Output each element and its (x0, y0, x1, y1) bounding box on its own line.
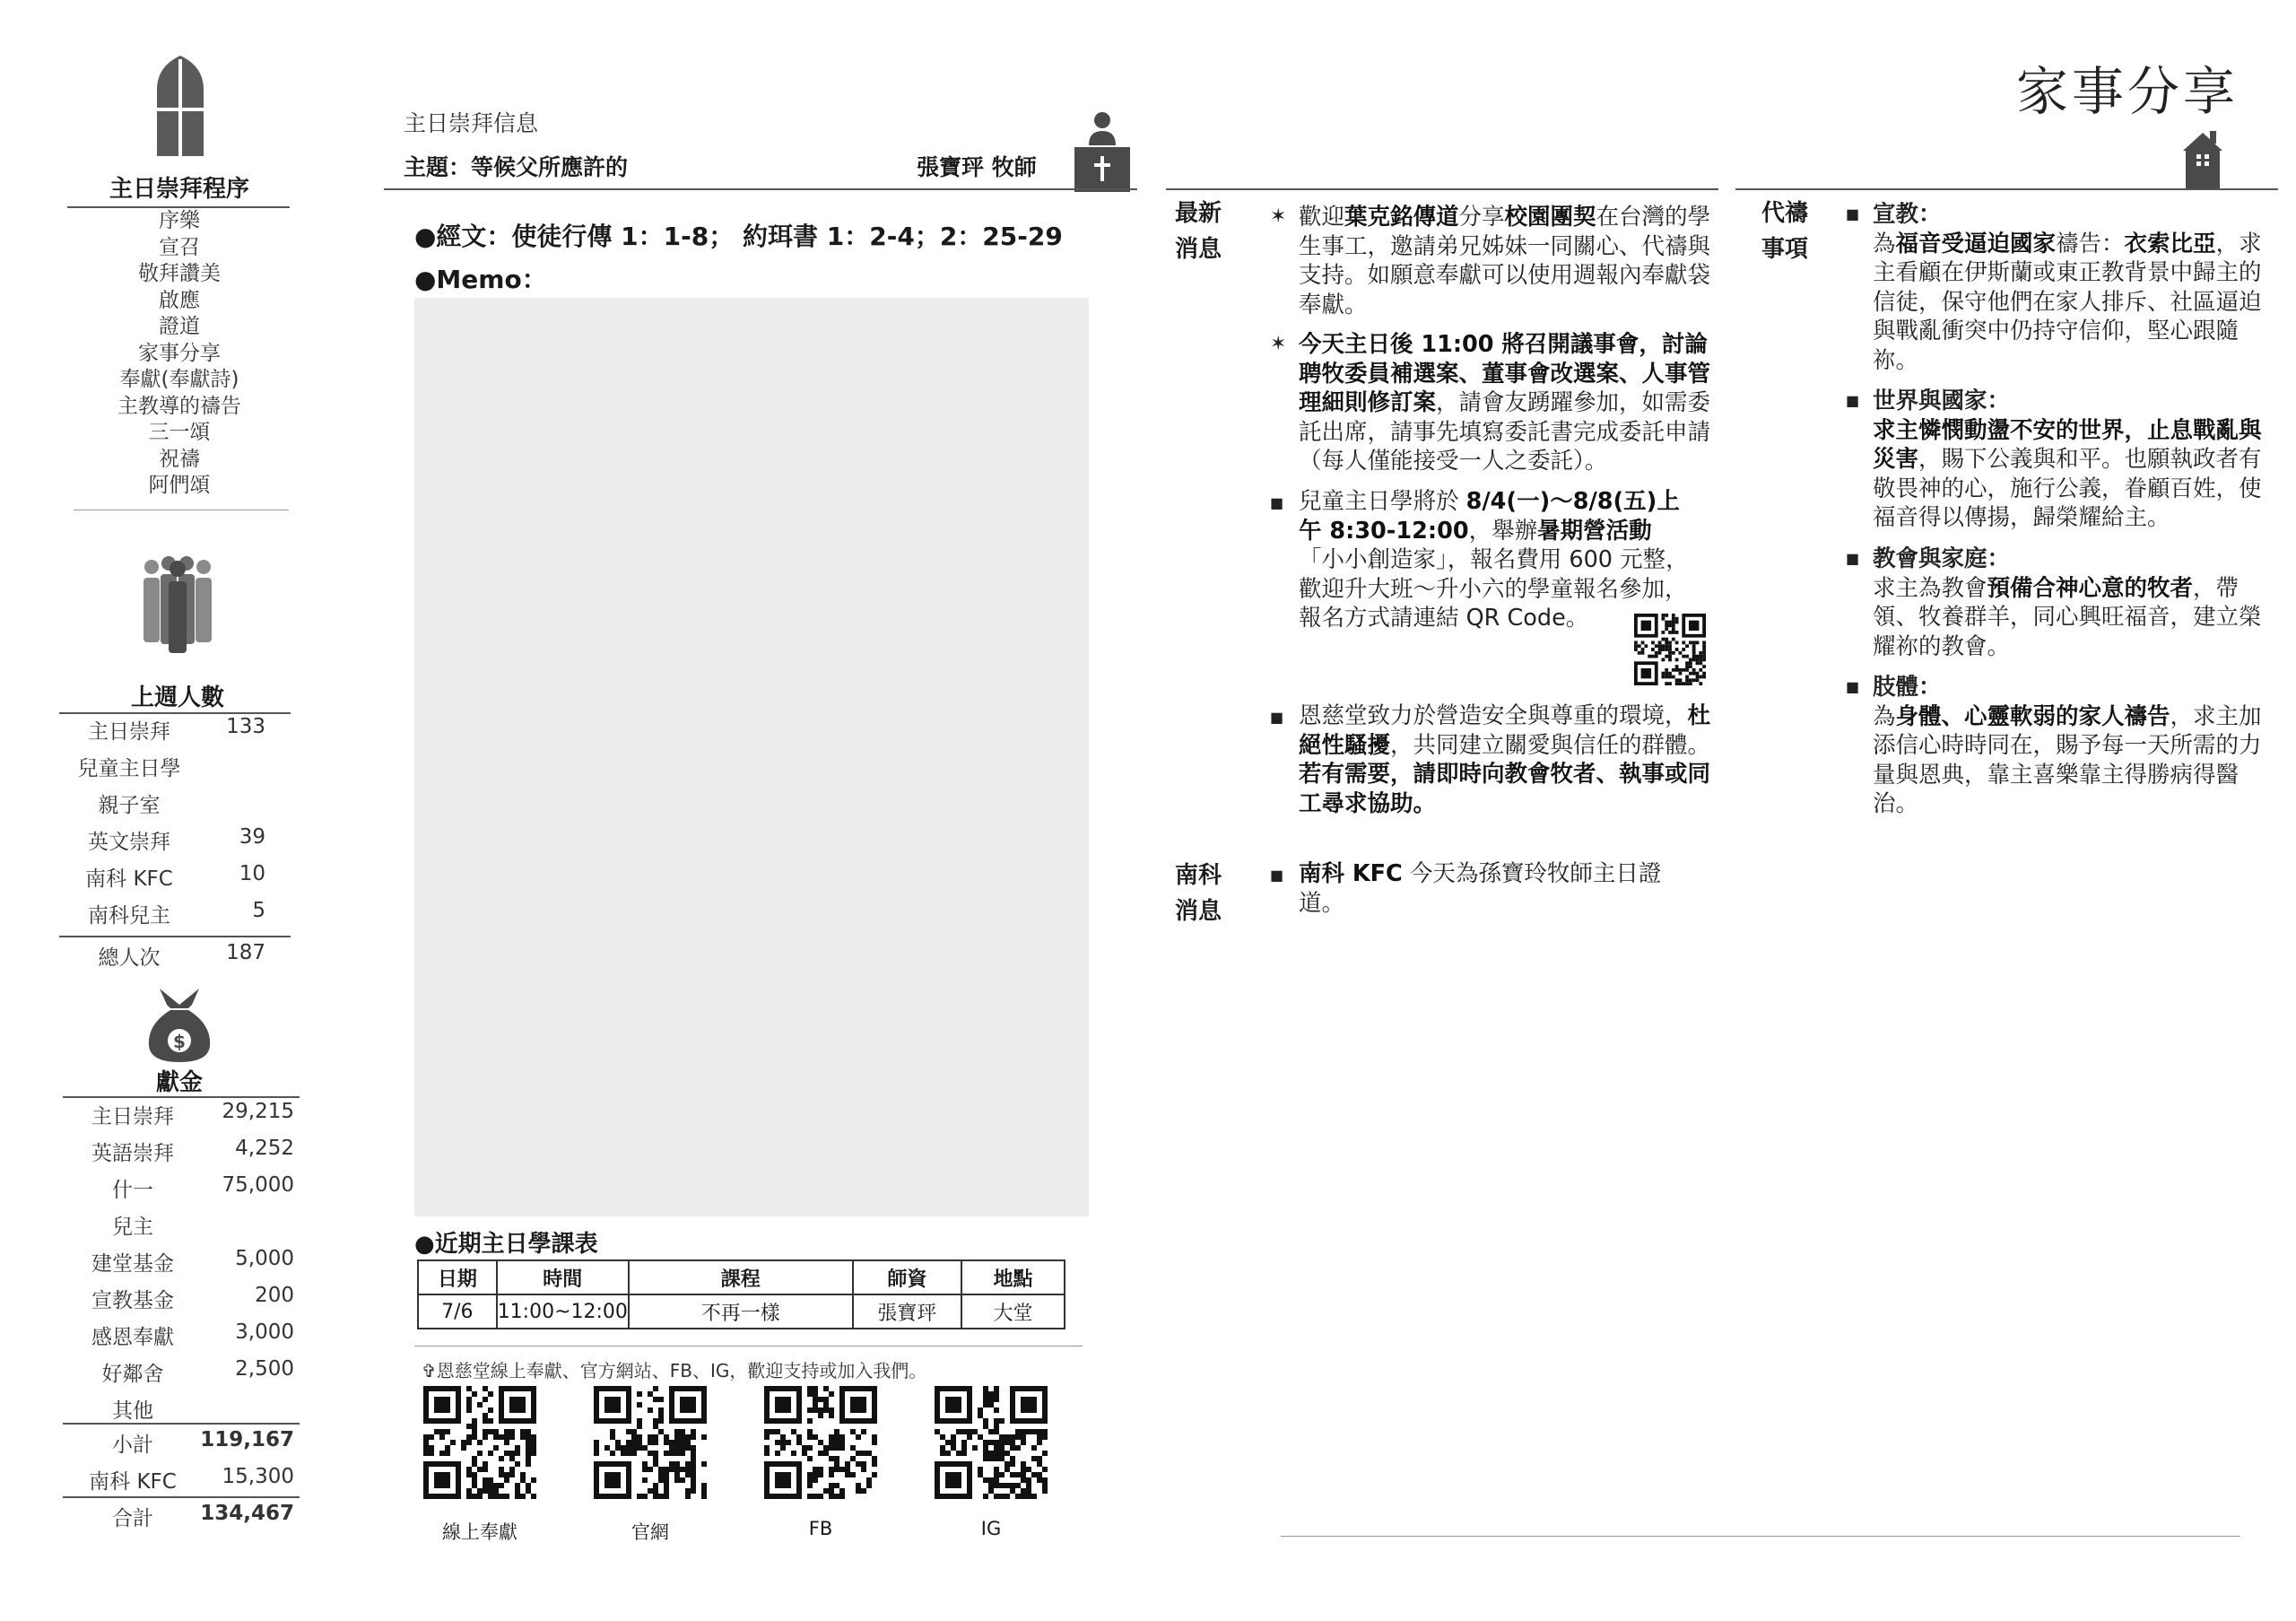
prayer-label-line: 事項 (1761, 236, 1809, 263)
schedule-header: 師資 (853, 1260, 962, 1294)
house-icon (2183, 129, 2222, 190)
sermon-header-label: 主日崇拜信息 (404, 110, 539, 136)
prayer-item-heading: 宣教： (1873, 201, 1942, 228)
offering-row (63, 1284, 300, 1320)
attendance-label: 親子室 (98, 794, 161, 817)
square-bullet-icon: ■ (1846, 550, 1860, 567)
offering-row (63, 1394, 300, 1425)
offering-value: 75,000 (222, 1173, 294, 1197)
prayer-item (1846, 200, 2267, 375)
square-bullet-icon: ■ (1270, 867, 1284, 884)
attendance-total-value: 187 (226, 941, 265, 964)
prayer-item (1846, 673, 2267, 819)
star-bullet-icon: ✶ (1270, 205, 1287, 228)
page-heading: 家事分享 (2016, 61, 2239, 122)
south-news-label (1175, 858, 1222, 929)
qr-code-icon[interactable] (1634, 614, 1706, 685)
offering-value: 2,500 (235, 1357, 294, 1381)
prayer-item-body: 求主為教會預備合神心意的牧者，帶領、牧養群羊，同心興旺福音，建立榮耀祢的教會。 (1873, 574, 2262, 660)
total-label: 合計 (112, 1507, 153, 1530)
attendance-row (59, 752, 291, 789)
order-item: 家事分享 (138, 341, 221, 365)
square-bullet-icon: ■ (1846, 392, 1860, 409)
prayer-item-heading: 肢體： (1873, 674, 1942, 701)
prayer-top-rule (1735, 188, 2278, 190)
church-window-icon (157, 56, 204, 156)
offering-total-row (63, 1502, 300, 1538)
offering-row (63, 1210, 300, 1247)
attendance-title: 上週人數 (130, 684, 224, 711)
order-title: 主日崇拜程序 (109, 176, 249, 203)
schedule-header-row (418, 1260, 1065, 1294)
star-bullet-icon: ✶ (1270, 333, 1287, 355)
order-item: 啟應 (159, 288, 200, 312)
qr-code-icon[interactable] (935, 1386, 1048, 1499)
schedule-cell: 11:00~12:00 (497, 1294, 629, 1329)
people-icon (142, 556, 213, 653)
pulpit-icon (1074, 109, 1130, 192)
order-item: 證道 (159, 315, 200, 338)
news-top-rule (1166, 188, 1718, 190)
offering-value: 3,000 (235, 1320, 294, 1344)
news-label-line: 最新 (1175, 200, 1222, 227)
bottom-right-rule (1281, 1536, 2240, 1537)
news-item: ■ 南科 KFC 今天為孫寶玲牧師主日證道。 (1270, 860, 1662, 917)
schedule-cell: 大堂 (961, 1294, 1065, 1329)
memo-label: ●Memo： (414, 265, 547, 294)
order-item: 敬拜讚美 (138, 262, 221, 285)
attendance-top-rule (59, 712, 291, 714)
attendance-label: 南科兒主 (88, 904, 170, 928)
attendance-row (59, 789, 291, 825)
qr-code-icon[interactable] (764, 1386, 877, 1499)
offering-label: 兒主 (112, 1216, 153, 1239)
offering-row (63, 1173, 300, 1210)
money-bag-icon (147, 987, 212, 1062)
attendance-row (59, 715, 291, 752)
offering-row (63, 1357, 300, 1394)
online-links-note: ✞恩慈堂線上奉獻、官方網站、FB、IG，歡迎支持或加入我們。 (422, 1360, 927, 1381)
attendance-label: 南科 KFC (85, 867, 173, 891)
scripture-reference: ●經文：使徒行傳 1：1-8； 約珥書 1：2-4；2：25-29 (414, 222, 1063, 251)
total-rule (63, 1496, 300, 1498)
sunday-school-schedule-title: ●近期主日學課表 (414, 1231, 598, 1258)
offering-value: 29,215 (222, 1100, 294, 1123)
order-item: 序樂 (159, 209, 200, 232)
kfc-label: 南科 KFC (89, 1470, 177, 1494)
offering-value: 5,000 (235, 1247, 294, 1270)
square-bullet-icon: ■ (1846, 205, 1860, 222)
sunday-school-schedule-table (417, 1259, 1065, 1329)
news-label (1175, 196, 1222, 267)
offering-label: 什一 (112, 1179, 153, 1202)
attendance-total-rule (59, 936, 291, 937)
prayer-label-line: 代禱 (1761, 200, 1809, 227)
square-bullet-icon: ■ (1270, 709, 1284, 726)
news-item: ■ 兒童主日學將於 8/4(一)～8/8(五)上午 8:30-12:00，舉辦暑期營活動「小小創造家」，報名費用 600 元整，歡迎升大班～升小六的學童報名參加，報名方式請連結 QR Code。 (1270, 488, 1689, 632)
attendance-label: 英文崇拜 (88, 831, 170, 854)
sermon-preacher: 張寶玶 牧師 (917, 154, 1037, 180)
order-item: 阿們頌 (148, 474, 211, 497)
prayer-item-heading: 教會與家庭： (1873, 545, 2011, 572)
attendance-label: 兒童主日學 (77, 757, 181, 780)
offering-label: 英語崇拜 (91, 1142, 174, 1165)
schedule-header: 課程 (629, 1260, 853, 1294)
attendance-value: 133 (226, 715, 265, 738)
news-item: ✶ 歡迎葉克銘傳道分享校園團契在台灣的學生事工，邀請弟兄姊妹一同關心、代禱與支持。如願意奉獻可以使用週報內奉獻袋奉獻。 (1270, 204, 1711, 318)
schedule-cell: 不再一樣 (629, 1294, 853, 1329)
schedule-header: 地點 (961, 1260, 1065, 1294)
attendance-row (59, 899, 291, 936)
news-label-line: 消息 (1175, 236, 1222, 263)
attendance-table (59, 715, 291, 936)
offering-label: 其他 (112, 1399, 153, 1423)
offering-table (63, 1100, 300, 1425)
offering-label: 好鄰舍 (101, 1363, 164, 1386)
qr-code-icon[interactable] (423, 1386, 536, 1499)
qr-code-icon[interactable] (594, 1386, 707, 1499)
south-news-label-line: 南科 (1175, 862, 1222, 889)
prayer-item-heading: 世界與國家： (1873, 388, 2011, 414)
attendance-row (59, 862, 291, 899)
prayer-item-body: 為福音受逼迫國家禱告：衣索比亞，求主看顧在伊斯蘭或東正教背景中歸主的信徒，保守他們在家人排斥、社區逼迫與戰亂衝突中仍持守信仰，堅心跟隨祢。 (1873, 230, 2262, 374)
prayer-item-body: 為身體、心靈軟弱的家人禱告，求主加添信心時時同在，賜予每一天所需的力量與恩典，靠主喜樂靠主得勝病得醫治。 (1873, 702, 2262, 817)
attendance-value: 5 (252, 899, 265, 922)
news-item: ■ 恩慈堂致力於營造安全與尊重的環境，杜絕性騷擾，共同建立關愛與信任的群體。若有需要，請即時向教會牧者、執事或同工尋求協助。 (1270, 702, 1711, 817)
offering-label: 主日崇拜 (91, 1105, 174, 1129)
order-item: 三一頌 (148, 421, 211, 444)
schedule-cell: 張寶玶 (853, 1294, 962, 1329)
qr-caption-offering: 線上奉獻 (442, 1521, 517, 1543)
square-bullet-icon: ■ (1270, 494, 1284, 511)
qr-caption-fb: FB (808, 1518, 833, 1539)
sermon-theme: 主題：等候父所應許的 (404, 154, 629, 180)
qr-caption-website: 官網 (631, 1521, 669, 1543)
offering-label: 感恩奉獻 (91, 1326, 174, 1349)
square-bullet-icon: ■ (1846, 678, 1860, 695)
offering-top-rule (63, 1096, 300, 1098)
offering-row (63, 1320, 300, 1357)
offering-subtotal-block (63, 1428, 300, 1502)
qr-caption-ig: IG (980, 1518, 1002, 1539)
attendance-row (59, 825, 291, 862)
memo-area[interactable] (414, 298, 1089, 1216)
subtotal-value: 119,167 (200, 1428, 294, 1451)
south-news-label-line: 消息 (1175, 898, 1222, 925)
schedule-header: 日期 (418, 1260, 497, 1294)
offering-row (63, 1100, 300, 1137)
prayer-item (1846, 545, 2267, 661)
table-row (418, 1294, 1065, 1329)
offering-value: 4,252 (235, 1137, 294, 1160)
order-item: 奉獻(奉獻詩) (119, 368, 239, 391)
offering-label: 宣教基金 (91, 1289, 174, 1312)
offering-row (63, 1137, 300, 1173)
sermon-header-rule (384, 188, 1137, 190)
offering-row (63, 1247, 300, 1284)
attendance-label: 主日崇拜 (88, 720, 170, 744)
order-item: 宣召 (159, 235, 200, 259)
offering-label: 建堂基金 (91, 1252, 174, 1276)
subtotal-rule (63, 1423, 300, 1425)
schedule-header: 時間 (497, 1260, 629, 1294)
attendance-value: 10 (239, 862, 265, 885)
prayer-item-body: 求主憐憫動盪不安的世界，止息戰亂與災害，賜下公義與和平。也願執政者有敬畏神的心，施行公義，眷顧百姓，使福音得以傳揚，歸榮耀給主。 (1873, 416, 2262, 531)
order-item: 主教導的禱告 (117, 394, 241, 418)
prayer-label (1761, 196, 1808, 267)
attendance-total-row (59, 941, 291, 978)
order-of-service-list (72, 208, 287, 500)
schedule-cell: 7/6 (418, 1294, 497, 1329)
order-item: 祝禱 (159, 447, 200, 471)
subtotal-label: 小計 (112, 1434, 153, 1457)
attendance-total-label: 總人次 (98, 946, 161, 970)
kfc-value: 15,300 (222, 1465, 294, 1488)
offering-value: 200 (255, 1284, 294, 1307)
money-symbol: $ (173, 1031, 186, 1052)
total-value: 134,467 (200, 1502, 294, 1525)
offering-title: 獻金 (155, 1069, 203, 1096)
prayer-item (1846, 387, 2267, 533)
attendance-value: 39 (239, 825, 265, 849)
news-item: ✶ 今天主日後 11:00 將召開議事會，討論聘牧委員補選案、董事會改選案、人事管理細則修訂案，請會友踴躍參加，如需委託出席，請事先填寫委託書完成委託申請（每人僅能接受一人之委託）。 (1270, 331, 1711, 475)
